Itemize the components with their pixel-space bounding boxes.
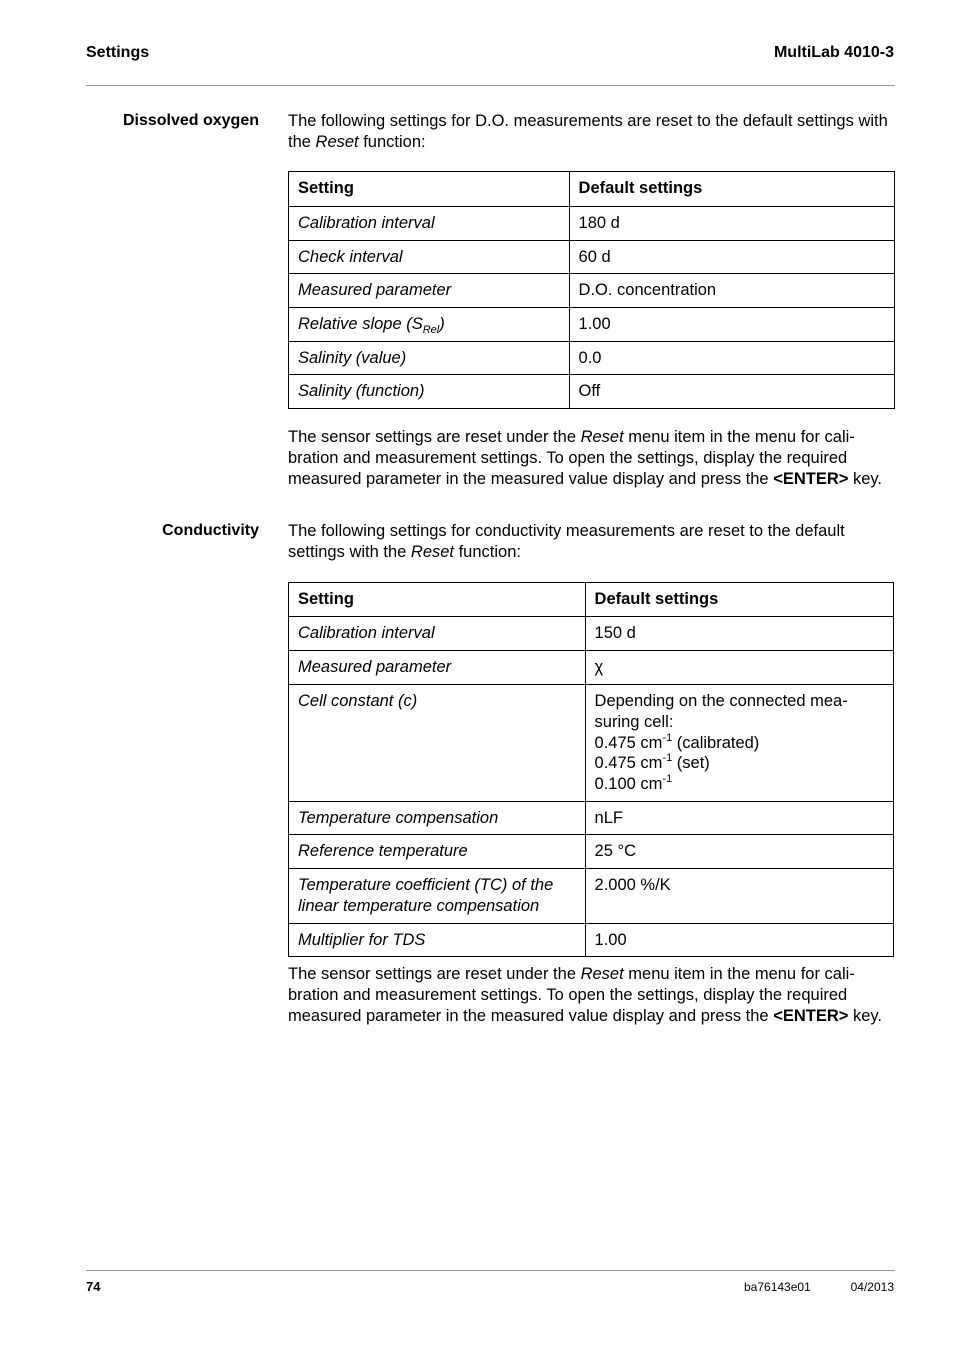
note-text-a: The sensor settings are reset under the	[288, 965, 581, 983]
column-header-default: Default settings	[585, 583, 893, 617]
cell-constant-value: 0.475 cm	[594, 754, 663, 773]
setting-value: 25 °C	[585, 835, 893, 869]
do-settings-table	[288, 171, 895, 409]
do-reset-note	[288, 427, 896, 489]
setting-value	[585, 685, 893, 802]
table-row	[289, 617, 894, 651]
cell-constant-value: 0.100 cm	[594, 775, 663, 794]
do-intro-text-b: function:	[358, 132, 426, 151]
do-intro-paragraph	[288, 111, 896, 153]
cell-constant-value: 0.475 cm	[594, 733, 663, 752]
setting-value: D.O. concentration	[569, 274, 894, 308]
setting-value: 0.0	[569, 342, 894, 375]
setting-value: 1.00	[585, 924, 893, 957]
setting-value: χ	[585, 651, 893, 685]
cond-intro-text-b: function:	[454, 542, 521, 561]
setting-name: Calibration interval	[289, 617, 586, 651]
table-row	[289, 802, 894, 835]
document-date: 04/2013	[850, 1280, 894, 1294]
cell-constant-note: Depending on the connected mea-suring cell:	[594, 692, 848, 731]
cond-reset-note	[288, 964, 896, 1026]
page-number: 74	[86, 1279, 101, 1294]
table-row	[289, 685, 894, 802]
setting-name: Cell constant (c)	[289, 685, 586, 802]
header-divider	[86, 85, 895, 86]
cond-intro-text-a: The following settings for conductivity measurements are reset to the default settings with the	[288, 522, 845, 561]
running-header-section: Settings	[86, 44, 150, 61]
footer-divider	[86, 1270, 895, 1271]
cond-intro-reset: Reset	[410, 542, 455, 561]
setting-name: Reference temperature	[289, 835, 586, 869]
note-text-b: menu item in the menu for cali-bration and measurement settings. To open the settings, display the required measured parameter in the measured value display and press the	[288, 965, 855, 1025]
table-row	[289, 835, 894, 869]
setting-name: Check interval	[289, 241, 570, 274]
table-row	[289, 241, 895, 274]
column-header-setting: Setting	[289, 172, 570, 207]
setting-name: Salinity (value)	[289, 342, 570, 375]
table-row	[289, 207, 895, 241]
setting-value: 2.000 %/K	[585, 869, 893, 924]
table-row	[289, 651, 894, 685]
setting-value: 180 d	[569, 207, 894, 241]
setting-name-close: )	[439, 315, 445, 333]
note-reset: Reset	[580, 965, 624, 983]
cell-constant-set	[595, 753, 884, 774]
table-row	[289, 924, 894, 957]
section-heading-conductivity: Conductivity	[162, 522, 259, 539]
setting-value: nLF	[585, 802, 893, 835]
table-row	[289, 342, 895, 375]
setting-name: Measured parameter	[289, 651, 586, 685]
setting-name: Calibration interval	[289, 207, 570, 241]
setting-name-subscript: Rel	[422, 324, 440, 336]
document-id: ba76143e01	[744, 1280, 811, 1294]
setting-name: Multiplier for TDS	[289, 924, 586, 957]
setting-name: Measured parameter	[289, 274, 570, 308]
table-row	[289, 869, 894, 924]
unit-exponent: -1	[662, 752, 673, 765]
setting-value: 60 d	[569, 241, 894, 274]
table-header-row	[289, 172, 895, 207]
table-header-row	[289, 583, 894, 617]
unit-exponent: -1	[662, 731, 673, 744]
setting-value: Off	[569, 375, 894, 409]
note-enter-key: <ENTER>	[773, 1006, 849, 1025]
setting-name	[289, 308, 570, 342]
setting-name-main: Relative slope (S	[298, 315, 423, 333]
setting-name: Temperature compensation	[289, 802, 586, 835]
cond-settings-table	[288, 582, 894, 957]
setting-value: 150 d	[585, 617, 893, 651]
section-heading-dissolved-oxygen: Dissolved oxygen	[122, 112, 259, 129]
do-intro-text-a: The following settings for D.O. measurements are reset to the default settings with the	[288, 112, 888, 151]
note-text-c: key.	[848, 1006, 883, 1025]
cond-intro-paragraph	[288, 521, 896, 563]
note-reset: Reset	[580, 428, 624, 446]
running-header-product: MultiLab 4010-3	[773, 44, 894, 61]
note-text-c: key.	[848, 469, 883, 488]
table-row	[289, 375, 895, 409]
do-intro-reset: Reset	[315, 132, 359, 151]
note-text-a: The sensor settings are reset under the	[288, 428, 581, 446]
unit-exponent: -1	[662, 773, 673, 786]
cell-constant-calibrated	[595, 733, 884, 754]
table-row	[289, 274, 895, 308]
cell-constant-suffix: (set)	[672, 754, 710, 773]
note-enter-key: <ENTER>	[773, 469, 849, 488]
setting-name: Temperature coefficient (TC) of the linear temperature compensation	[289, 869, 586, 924]
setting-name: Salinity (function)	[289, 375, 570, 409]
cell-constant-suffix: (calibrated)	[672, 733, 760, 752]
note-text-b: menu item in the menu for cali-bration and measurement settings. To open the settings, display the required measured parameter in the measured value display and press the	[288, 428, 855, 488]
setting-value: 1.00	[569, 308, 894, 342]
column-header-default: Default settings	[569, 172, 894, 207]
cell-constant-alt	[595, 774, 884, 795]
column-header-setting: Setting	[289, 583, 586, 617]
table-row	[289, 308, 895, 342]
